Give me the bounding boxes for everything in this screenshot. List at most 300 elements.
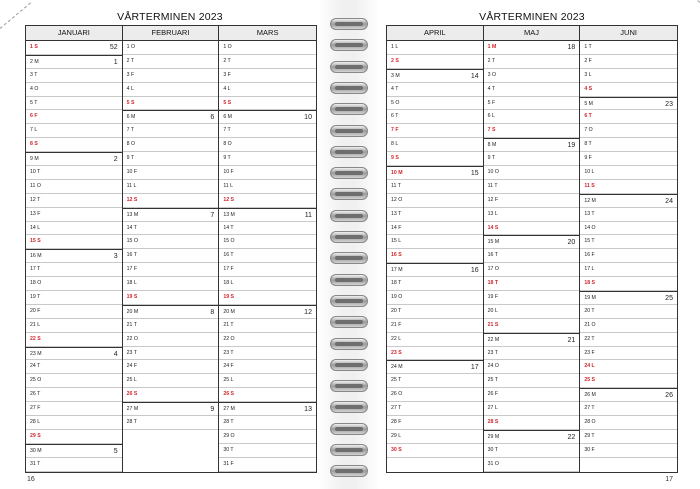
day-cell[interactable]: [484, 194, 580, 208]
day-cell[interactable]: [580, 388, 677, 402]
day-label: 30 F: [584, 446, 595, 453]
day-label: 19 T: [30, 294, 41, 301]
week-number: 24: [665, 197, 673, 205]
day-label: 17 T: [30, 266, 41, 273]
day-label: 15 S: [30, 238, 41, 245]
day-label: 23 M: [30, 350, 42, 357]
day-cell[interactable]: [387, 305, 483, 319]
month-header: JANUARI: [26, 26, 122, 41]
spiral-ring: [330, 338, 368, 350]
day-cell[interactable]: [580, 347, 677, 361]
day-cell[interactable]: [580, 83, 677, 97]
day-label: 9 T: [487, 155, 496, 162]
spiral-ring: [330, 465, 368, 477]
day-label: 14 F: [391, 224, 402, 231]
day-cell[interactable]: [219, 333, 316, 347]
day-label: 22 O: [126, 335, 138, 342]
day-cell[interactable]: [219, 55, 316, 69]
day-cell[interactable]: [26, 55, 122, 69]
day-cell[interactable]: [387, 124, 483, 138]
day-cell[interactable]: [123, 333, 219, 347]
day-cell[interactable]: [484, 222, 580, 236]
day-label: 18 T: [391, 280, 402, 287]
day-cell[interactable]: [219, 235, 316, 249]
day-cell[interactable]: [484, 208, 580, 222]
day-label: 5 S: [223, 99, 232, 106]
day-cell[interactable]: [26, 208, 122, 222]
spiral-ring: [330, 167, 368, 179]
day-cell[interactable]: [580, 222, 677, 236]
day-cell[interactable]: [484, 430, 580, 444]
day-cell[interactable]: [123, 416, 219, 430]
day-cell[interactable]: [387, 138, 483, 152]
week-number: 25: [665, 295, 673, 303]
day-cell[interactable]: [219, 360, 316, 374]
day-cell[interactable]: [387, 208, 483, 222]
day-label: 12 M: [584, 197, 596, 204]
day-cell[interactable]: [123, 194, 219, 208]
day-label: 26 O: [391, 391, 403, 398]
right-page-number: 17: [665, 476, 673, 483]
week-number: 13: [304, 406, 312, 414]
day-cell[interactable]: [123, 249, 219, 263]
day-cell[interactable]: [580, 208, 677, 222]
day-cell[interactable]: [26, 430, 122, 444]
day-cell[interactable]: [387, 69, 483, 83]
month-column-juni: [580, 26, 677, 472]
day-label: 21 O: [584, 321, 596, 328]
day-cell[interactable]: [484, 55, 580, 69]
day-cell[interactable]: [123, 166, 219, 180]
week-number: 1: [113, 58, 118, 66]
day-cell[interactable]: [123, 222, 219, 236]
day-cell[interactable]: [484, 263, 580, 277]
day-label: 12 F: [487, 196, 499, 203]
day-cell[interactable]: [123, 360, 219, 374]
day-label: 8 O: [223, 141, 232, 148]
day-cell[interactable]: [484, 458, 580, 472]
spiral-ring: [330, 444, 368, 456]
day-label: 4 S: [584, 85, 593, 92]
left-page-title: VÅRTERMINEN 2023: [117, 11, 223, 23]
day-cell[interactable]: [123, 263, 219, 277]
day-cell[interactable]: [26, 458, 122, 472]
day-label: 27 T: [584, 405, 595, 412]
day-cell[interactable]: [484, 110, 580, 124]
day-label: 5 O: [391, 99, 400, 106]
day-label: 5 F: [487, 99, 496, 106]
day-cell[interactable]: [219, 222, 316, 236]
day-label: 14 O: [584, 224, 596, 231]
day-cell[interactable]: [123, 69, 219, 83]
day-cell[interactable]: [123, 305, 219, 319]
day-cell[interactable]: [26, 222, 122, 236]
day-cell[interactable]: [123, 97, 219, 111]
day-cell[interactable]: [387, 41, 483, 55]
day-cell[interactable]: [219, 444, 316, 458]
month-column-februari: [123, 26, 220, 472]
day-label: 1 L: [391, 44, 399, 50]
day-label: 20 T: [391, 307, 402, 314]
day-cell[interactable]: [387, 55, 483, 69]
day-cell[interactable]: [387, 97, 483, 111]
day-cell[interactable]: [484, 235, 580, 249]
day-cell[interactable]: [387, 360, 483, 374]
day-cell[interactable]: [26, 360, 122, 374]
month-header: FEBRUARI: [123, 26, 219, 41]
day-cell[interactable]: [123, 277, 219, 291]
day-cell[interactable]: [484, 152, 580, 166]
day-cell[interactable]: [26, 152, 122, 166]
day-cell[interactable]: [26, 388, 122, 402]
day-label: 5 T: [30, 99, 38, 106]
day-cell[interactable]: [484, 291, 580, 305]
day-cell[interactable]: [219, 69, 316, 83]
day-cell[interactable]: [387, 347, 483, 361]
day-cell[interactable]: [580, 55, 677, 69]
day-cell[interactable]: [219, 319, 316, 333]
day-cell[interactable]: [580, 249, 677, 263]
day-label: 2 T: [223, 57, 231, 64]
day-cell[interactable]: [123, 55, 219, 69]
day-label: 5 S: [126, 99, 135, 106]
day-cell[interactable]: [580, 152, 677, 166]
day-cell[interactable]: [580, 97, 677, 111]
day-label: 28 T: [223, 419, 234, 426]
day-label: 13 L: [487, 210, 498, 217]
day-label: 7 T: [223, 127, 231, 134]
day-label: 17 O: [487, 266, 499, 273]
day-cell[interactable]: [387, 444, 483, 458]
day-label: 23 F: [584, 349, 595, 356]
left-calendar-grid: [25, 25, 317, 473]
day-cell[interactable]: [123, 83, 219, 97]
day-cell[interactable]: [484, 388, 580, 402]
week-number: 22: [567, 433, 576, 441]
day-cell[interactable]: [580, 319, 677, 333]
day-label: 22 M: [487, 336, 500, 343]
day-label: 11 T: [391, 182, 401, 189]
month-column-januari: [26, 26, 123, 472]
day-cell[interactable]: [219, 124, 316, 138]
day-cell[interactable]: [219, 97, 316, 111]
day-cell[interactable]: [123, 180, 219, 194]
day-label: 6 T: [584, 113, 592, 120]
day-cell[interactable]: [219, 263, 316, 277]
day-cell[interactable]: [219, 194, 316, 208]
day-cell[interactable]: [26, 402, 122, 416]
day-label: 4 T: [391, 85, 399, 92]
day-cell[interactable]: [123, 374, 219, 388]
day-cell[interactable]: [580, 444, 677, 458]
spiral-ring: [330, 188, 368, 200]
day-cell[interactable]: [219, 388, 316, 402]
day-cell[interactable]: [580, 402, 677, 416]
day-cell[interactable]: [26, 277, 122, 291]
day-cell[interactable]: [219, 41, 316, 55]
day-cell[interactable]: [123, 388, 219, 402]
day-cell[interactable]: [387, 235, 483, 249]
day-cell[interactable]: [26, 97, 122, 111]
day-cell[interactable]: [580, 41, 677, 55]
day-cell[interactable]: [219, 208, 316, 222]
day-cell[interactable]: [219, 138, 316, 152]
day-label: 16 T: [223, 252, 234, 259]
spiral-ring: [330, 39, 368, 51]
day-cell[interactable]: [484, 402, 580, 416]
day-label: 27 T: [391, 405, 402, 412]
day-cell[interactable]: [387, 402, 483, 416]
day-cell[interactable]: [484, 305, 580, 319]
day-cell[interactable]: [219, 458, 316, 472]
day-label: 16 T: [487, 252, 498, 259]
day-cell[interactable]: [484, 138, 580, 152]
day-label: 24 T: [30, 363, 41, 370]
day-cell[interactable]: [580, 235, 677, 249]
day-label: 26 S: [223, 391, 234, 398]
day-cell[interactable]: [26, 249, 122, 263]
day-cell[interactable]: [484, 319, 580, 333]
day-label: 5 M: [584, 100, 593, 107]
day-label: 8 L: [391, 141, 399, 148]
day-label: 27 F: [30, 405, 41, 412]
day-label: 2 S: [391, 57, 399, 64]
day-label: 24 M: [391, 364, 403, 371]
day-cell[interactable]: [219, 110, 316, 124]
day-cell[interactable]: [26, 444, 122, 458]
day-cell[interactable]: [26, 333, 122, 347]
day-label: 17 L: [584, 266, 595, 273]
day-cell[interactable]: [387, 83, 483, 97]
day-label: 15 T: [584, 238, 595, 245]
day-label: 1 O: [126, 44, 136, 50]
day-cell[interactable]: [580, 416, 677, 430]
day-label: 17 F: [126, 266, 138, 273]
day-label: 4 O: [30, 85, 39, 92]
day-label: 4 L: [126, 85, 134, 92]
day-cell[interactable]: [580, 194, 677, 208]
day-cell[interactable]: [123, 110, 219, 124]
day-cell[interactable]: [580, 305, 677, 319]
day-cell[interactable]: [219, 430, 316, 444]
day-cell[interactable]: [484, 347, 580, 361]
day-label: 6 L: [487, 113, 495, 120]
week-number: 10: [304, 114, 312, 122]
day-cell[interactable]: [484, 180, 580, 194]
day-cell[interactable]: [26, 41, 122, 55]
day-label: 2 F: [584, 57, 592, 64]
day-cell[interactable]: [219, 83, 316, 97]
day-cell[interactable]: [219, 152, 316, 166]
day-cell[interactable]: [26, 235, 122, 249]
day-cell[interactable]: [219, 180, 316, 194]
day-label: 30 S: [391, 446, 402, 453]
day-cell[interactable]: [123, 138, 219, 152]
day-cell[interactable]: [387, 194, 483, 208]
week-number: 6: [210, 114, 215, 122]
day-cell[interactable]: [26, 69, 122, 83]
day-cell[interactable]: [123, 347, 219, 361]
right-page-title: VÅRTERMINEN 2023: [479, 11, 585, 23]
day-label: 18 T: [487, 280, 499, 287]
day-label: 21 T: [126, 321, 137, 328]
day-cell[interactable]: [123, 235, 219, 249]
day-cell[interactable]: [219, 305, 316, 319]
day-cell[interactable]: [219, 277, 316, 291]
day-cell[interactable]: [219, 416, 316, 430]
day-label: 13 M: [126, 211, 139, 218]
week-number: 3: [113, 253, 118, 261]
day-cell[interactable]: [484, 444, 580, 458]
day-cell[interactable]: [123, 319, 219, 333]
day-cell[interactable]: [387, 222, 483, 236]
day-cell[interactable]: [387, 416, 483, 430]
day-cell[interactable]: [484, 41, 580, 55]
day-label: 29 L: [391, 432, 402, 439]
day-cell[interactable]: [484, 97, 580, 111]
day-cell[interactable]: [219, 402, 316, 416]
day-cell[interactable]: [484, 416, 580, 430]
day-label: 23 T: [223, 349, 234, 356]
day-label: 24 O: [487, 363, 499, 370]
day-cell[interactable]: [123, 291, 219, 305]
day-label: 20 F: [30, 307, 41, 314]
day-cell[interactable]: [580, 333, 677, 347]
day-cell[interactable]: [580, 110, 677, 124]
day-cell[interactable]: [123, 124, 219, 138]
day-label: 22 O: [223, 335, 235, 342]
day-cell[interactable]: [580, 430, 677, 444]
day-label: 9 F: [584, 155, 592, 162]
day-cell[interactable]: [26, 194, 122, 208]
day-label: 29 S: [30, 432, 41, 439]
day-label: 1 S: [30, 44, 38, 50]
day-cell[interactable]: [484, 333, 580, 347]
day-label: 27 L: [487, 405, 498, 412]
day-label: 13 T: [391, 210, 402, 217]
spiral-ring: [330, 401, 368, 413]
day-cell[interactable]: [219, 291, 316, 305]
day-label: 9 S: [391, 155, 399, 162]
day-cell[interactable]: [123, 152, 219, 166]
day-cell[interactable]: [580, 69, 677, 83]
week-number: 5: [113, 447, 118, 455]
day-cell[interactable]: [26, 263, 122, 277]
day-cell[interactable]: [123, 41, 219, 55]
day-cell[interactable]: [580, 374, 677, 388]
week-number: 19: [567, 142, 576, 150]
week-number: 4: [113, 350, 118, 358]
day-cell[interactable]: [387, 374, 483, 388]
day-cell[interactable]: [387, 388, 483, 402]
day-cell[interactable]: [484, 277, 580, 291]
day-cell[interactable]: [387, 110, 483, 124]
day-cell[interactable]: [387, 166, 483, 180]
day-cell[interactable]: [26, 319, 122, 333]
day-cell[interactable]: [387, 180, 483, 194]
month-column-maj: [484, 26, 581, 472]
day-cell[interactable]: [580, 263, 677, 277]
day-cell[interactable]: [387, 291, 483, 305]
day-cell[interactable]: [580, 124, 677, 138]
day-label: 26 F: [487, 391, 499, 398]
day-cell[interactable]: [26, 180, 122, 194]
day-cell[interactable]: [387, 430, 483, 444]
day-cell[interactable]: [26, 291, 122, 305]
day-cell[interactable]: [484, 249, 580, 263]
month-header: MARS: [219, 26, 316, 41]
day-cell[interactable]: [26, 305, 122, 319]
day-cell[interactable]: [484, 83, 580, 97]
day-cell[interactable]: [484, 374, 580, 388]
day-cell[interactable]: [26, 166, 122, 180]
day-cell[interactable]: [580, 291, 677, 305]
day-label: 25 S: [584, 377, 595, 384]
day-label: 22 S: [30, 335, 41, 342]
day-cell[interactable]: [26, 138, 122, 152]
day-cell[interactable]: [387, 263, 483, 277]
day-label: 31 O: [487, 460, 499, 467]
day-cell[interactable]: [26, 347, 122, 361]
day-label: 7 L: [30, 127, 38, 134]
day-cell[interactable]: [387, 277, 483, 291]
day-cell[interactable]: [26, 416, 122, 430]
day-label: 29 O: [223, 432, 235, 439]
day-cell[interactable]: [387, 152, 483, 166]
spiral-ring: [330, 423, 368, 435]
day-cell[interactable]: [484, 166, 580, 180]
day-cell[interactable]: [219, 166, 316, 180]
day-cell[interactable]: [123, 402, 219, 416]
day-cell[interactable]: [123, 208, 219, 222]
day-cell[interactable]: [484, 69, 580, 83]
day-cell[interactable]: [580, 360, 677, 374]
day-label: 14 T: [223, 224, 234, 231]
day-label: 31 F: [223, 460, 234, 467]
day-cell[interactable]: [387, 319, 483, 333]
spiral-ring: [330, 380, 368, 392]
day-label: 20 T: [584, 307, 595, 314]
week-number: 7: [210, 211, 215, 219]
day-cell[interactable]: [580, 166, 677, 180]
day-cell[interactable]: [484, 124, 580, 138]
spiral-ring: [330, 210, 368, 222]
day-label: 12 S: [126, 196, 138, 203]
day-cell[interactable]: [387, 333, 483, 347]
day-cell[interactable]: [580, 180, 677, 194]
day-cell[interactable]: [484, 360, 580, 374]
day-cell[interactable]: [219, 347, 316, 361]
month-column-mars: [219, 26, 316, 472]
day-cell[interactable]: [580, 138, 677, 152]
day-label: 10 O: [487, 169, 499, 176]
day-cell[interactable]: [219, 249, 316, 263]
spiral-ring: [330, 274, 368, 286]
day-cell[interactable]: [26, 110, 122, 124]
day-label: 11 S: [584, 182, 595, 189]
month-header: JUNI: [580, 26, 677, 41]
day-cell[interactable]: [580, 277, 677, 291]
day-label: 6 T: [391, 113, 399, 120]
spiral-ring: [330, 252, 368, 264]
day-cell[interactable]: [26, 374, 122, 388]
spiral-ring: [330, 295, 368, 307]
day-label: 20 L: [487, 307, 498, 314]
day-cell[interactable]: [26, 83, 122, 97]
day-cell[interactable]: [219, 374, 316, 388]
day-cell[interactable]: [387, 249, 483, 263]
day-cell[interactable]: [26, 124, 122, 138]
